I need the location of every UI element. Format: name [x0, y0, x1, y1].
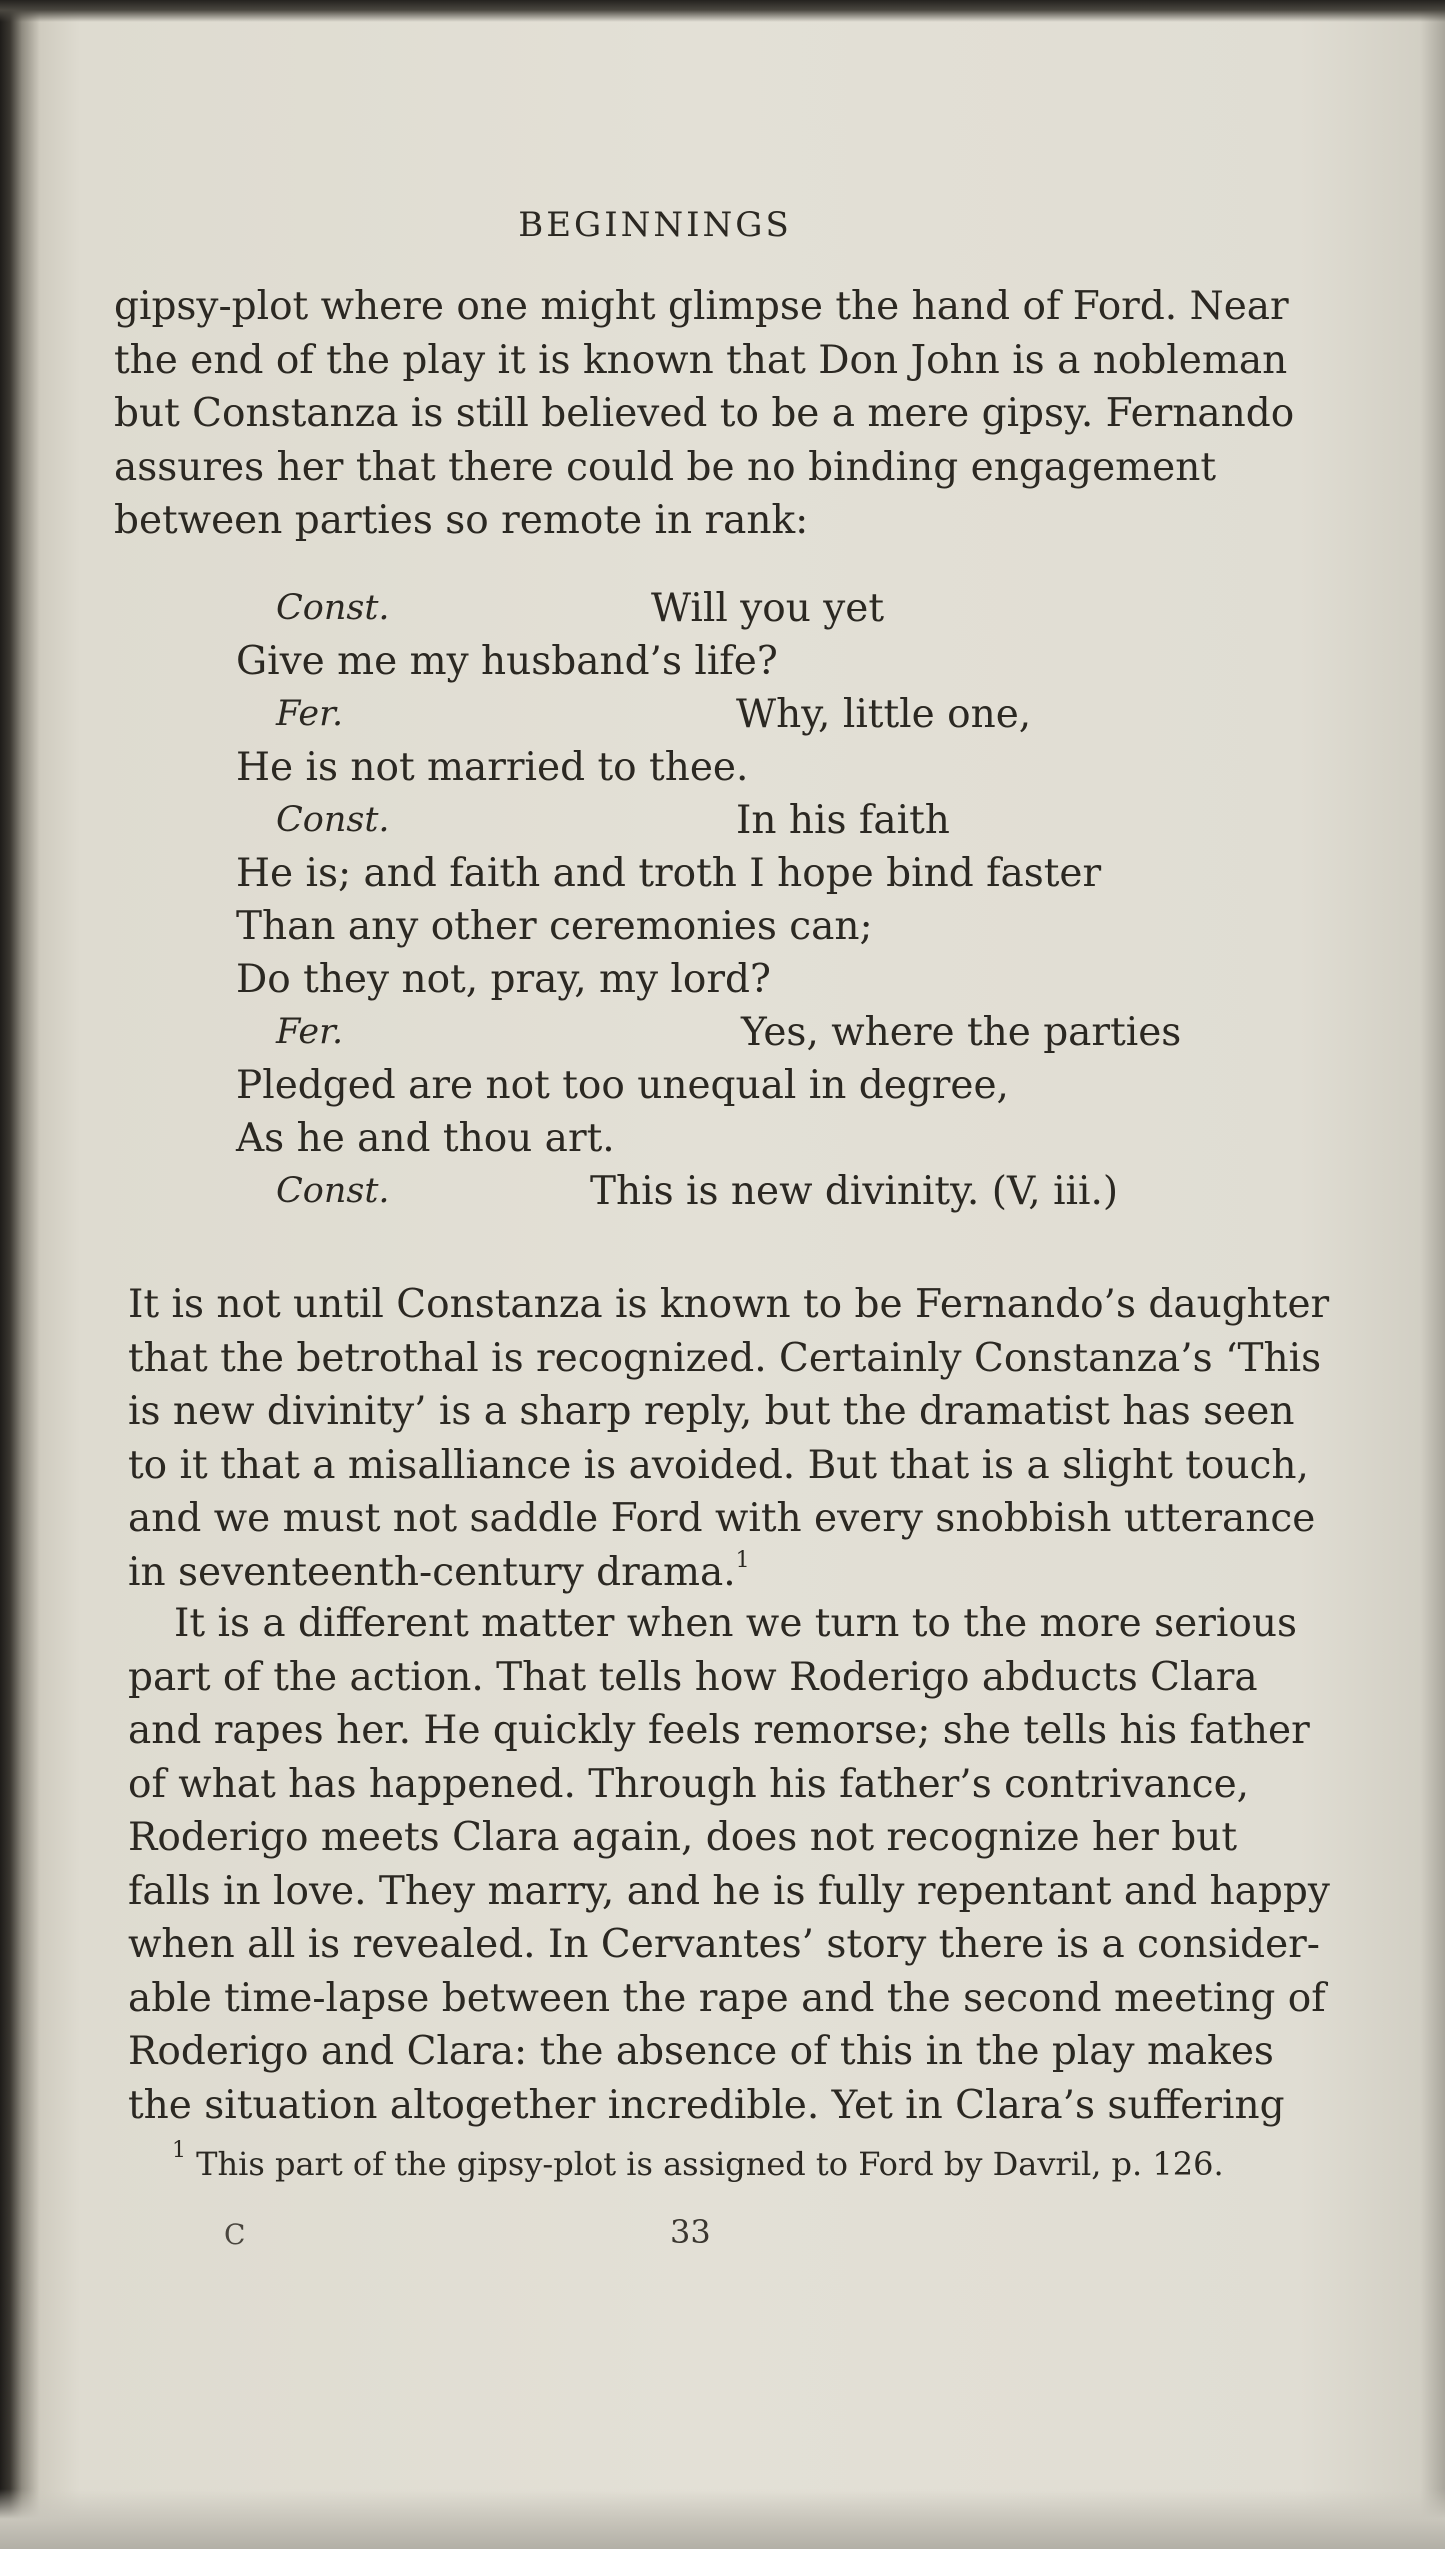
- footnote-mark: 1: [172, 2138, 186, 2163]
- text-line: Roderigo and Clara: the absence of this in the play makes: [128, 2029, 1274, 2074]
- text-line: It is not until Constanza is known to be Fernando’s daughter: [128, 1282, 1330, 1327]
- footnote-text: This part of the gipsy-plot is assigned to Ford by Davril, p. 126.: [196, 2145, 1224, 2183]
- footnote-reference: 1: [735, 1547, 750, 1573]
- text-line: part of the action. That tells how Roderigo abducts Clara: [128, 1654, 1258, 1700]
- running-head: BEGINNINGS: [518, 205, 792, 245]
- speech-text: Pledged are not too unequal in degree,: [236, 1063, 1009, 1108]
- paragraph-betrothal: [128, 1278, 1330, 1599]
- verse-line: [236, 847, 1136, 900]
- paragraph-intro: [114, 280, 1295, 548]
- text-line: able time-lapse between the rape and the second meeting of: [128, 1975, 1326, 2021]
- text-line: when all is revealed. In Cervantes’ story there is a consider-: [128, 1922, 1320, 1967]
- text-line: but Constanza is still believed to be a mere gipsy. Fernando: [114, 391, 1295, 436]
- verse-line: [236, 741, 1136, 794]
- text-line: to it that a misalliance is avoided. But that is a slight touch,: [128, 1442, 1309, 1488]
- text-line: that the betrothal is recognized. Certainly Constanza’s ‘This: [128, 1335, 1322, 1381]
- text-line: between parties so remote in rank:: [114, 498, 809, 543]
- speaker-name: Const.: [276, 1171, 390, 1211]
- verse-line: [236, 1059, 1136, 1112]
- verse-line: [236, 1006, 1182, 1059]
- speech-text: Do they not, pray, my lord?: [236, 957, 771, 1002]
- speech-text: Yes, where the parties: [741, 1010, 1182, 1055]
- speech-text: He is; and faith and troth I hope bind faster: [236, 851, 1102, 896]
- speaker-name: Fer.: [276, 694, 344, 734]
- verse-line: [236, 635, 1136, 688]
- text-line: Roderigo meets Clara again, does not recognize her but: [128, 1815, 1238, 1860]
- speaker-name: Const.: [276, 800, 390, 840]
- text-line: assures her that there could be no binding engagement: [114, 444, 1216, 490]
- speech-text: Give me my husband’s life?: [236, 639, 778, 684]
- text-line: and we must not saddle Ford with every snobbish utterance: [128, 1496, 1316, 1541]
- signature-mark: C: [224, 2218, 246, 2251]
- speech-text: Will you yet: [651, 586, 885, 631]
- speaker-name: Fer.: [276, 1012, 344, 1052]
- verse-line: [236, 582, 1136, 635]
- text-line: and rapes her. He quickly feels remorse; she tells his father: [128, 1708, 1310, 1753]
- speech-text: In his faith: [736, 798, 950, 843]
- verse-line: [236, 1112, 1136, 1165]
- speech-text: He is not married to thee.: [236, 745, 749, 790]
- text-line: gipsy-plot where one might glimpse the hand of Ford. Near: [114, 284, 1289, 329]
- footnote: [172, 2138, 1232, 2183]
- verse-line: [236, 688, 1136, 741]
- text-line: the situation altogether incredible. Yet in Clara’s suffering: [128, 2082, 1285, 2128]
- text-line-body: in seventeenth-century drama.: [128, 1549, 736, 1595]
- verse-line: [236, 794, 1136, 847]
- paragraph-roderigo: [128, 1597, 1330, 2132]
- verse-quotation: [236, 582, 1182, 1218]
- text-line: It is a different matter when we turn to the more serious: [174, 1601, 1297, 1646]
- speech-text: Than any other ceremonies can;: [236, 904, 873, 949]
- verse-line: [236, 900, 1136, 953]
- verse-line: [236, 953, 1136, 1006]
- verse-line: [236, 1165, 1136, 1218]
- text-line: is new divinity’ is a sharp reply, but the dramatist has seen: [128, 1389, 1295, 1434]
- speaker-name: Const.: [276, 588, 390, 628]
- text-line: falls in love. They marry, and he is fully repentant and happy: [128, 1868, 1330, 1914]
- speech-text: This is new divinity. (V, iii.): [590, 1169, 1119, 1214]
- text-line: of what has happened. Through his father’s contrivance,: [128, 1761, 1250, 1807]
- speech-text: Why, little one,: [736, 692, 1032, 737]
- text-line: the end of the play it is known that Don John is a nobleman: [114, 337, 1288, 383]
- page-number: 33: [670, 2213, 711, 2251]
- speech-text: As he and thou art.: [236, 1116, 615, 1161]
- text-line: [128, 1546, 1228, 1600]
